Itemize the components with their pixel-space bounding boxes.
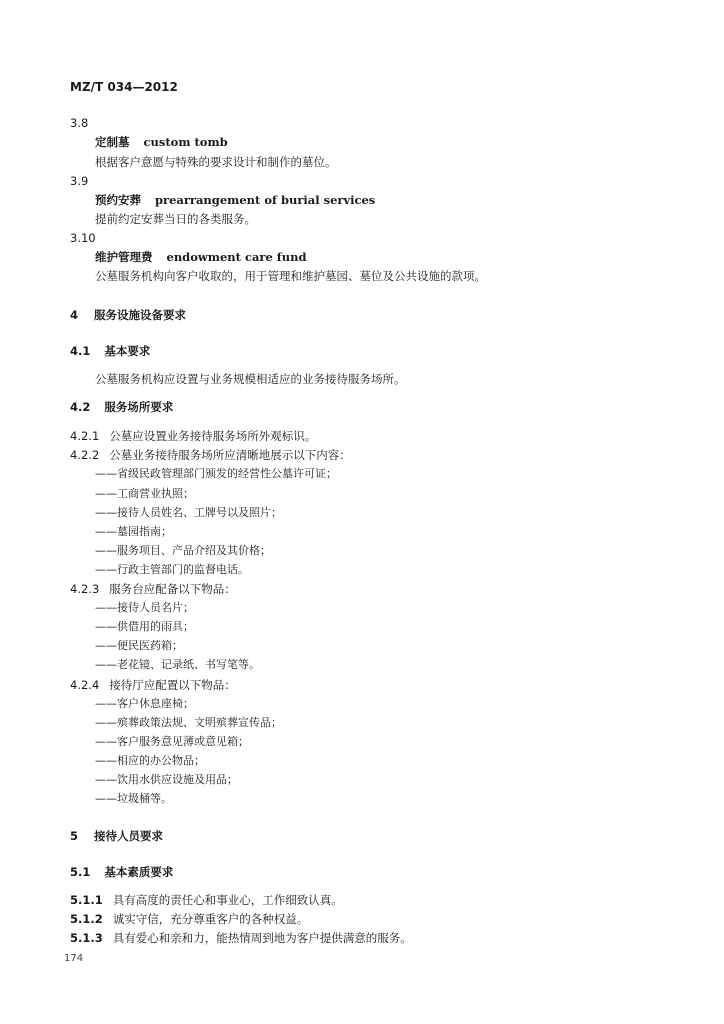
subsection-title: 服务场所要求 (104, 400, 174, 414)
clause-number: 5.1.1 (70, 893, 103, 907)
term-en: prearrangement of burial services (155, 193, 376, 207)
def-number: 3.9 (70, 174, 89, 188)
section-heading (70, 829, 163, 843)
list-item: ——省级民政管理部门颁发的经营性公墓许可证； (95, 467, 337, 480)
list-item: ——客户服务意见薄或意见箱； (95, 735, 249, 748)
list-item: ——工商营业执照； (95, 487, 194, 500)
list-item: ——垃圾桶等。 (95, 792, 172, 805)
subsection-number: 4.1 (70, 344, 91, 358)
clause-number: 5.1.2 (70, 912, 103, 926)
subsection-title: 基本素质要求 (104, 865, 174, 879)
subsection-heading (70, 344, 150, 358)
clause-text: 服务台应配备以下物品： (109, 582, 236, 596)
clause (70, 582, 236, 596)
subsection-number: 4.2 (70, 400, 91, 414)
list-item: ——殡葬政策法规、文明殡葬宣传品； (95, 716, 282, 729)
list-item: ——便民医药箱； (95, 639, 183, 652)
def-term (95, 135, 228, 149)
section-number: 4 (70, 308, 79, 322)
def-term (95, 250, 307, 264)
clause (70, 931, 412, 945)
clause-text: 诚实守信，充分尊重客户的各种权益。 (112, 912, 309, 926)
list-item: ——相应的办公物品； (95, 754, 205, 767)
clause (70, 429, 316, 443)
page-number: 174 (64, 953, 84, 964)
clause-text: 公墓业务接待服务场所应清晰地展示以下内容： (109, 448, 351, 462)
doc-header: MZ/T 034—2012 (70, 80, 178, 94)
term-en: endowment care fund (166, 250, 307, 264)
clause-number: 5.1.3 (70, 931, 103, 945)
clause-text: 具有爱心和亲和力，能热情周到地为客户提供满意的服务。 (112, 931, 412, 945)
def-text: 根据客户意愿与特殊的要求设计和制作的墓位。 (95, 155, 337, 169)
clause-text: 公墓应设置业务接待服务场所外观标识。 (109, 429, 317, 443)
section-title: 接待人员要求 (94, 829, 164, 843)
clause-text: 接待厅应配置以下物品： (109, 678, 236, 692)
list-item: ——墓园指南； (95, 525, 172, 538)
def-text: 公墓服务机构向客户收取的，用于管理和维护墓园、墓位及公共设施的款项。 (95, 269, 486, 283)
clause-number: 4.2.2 (70, 448, 100, 462)
paragraph: 公墓服务机构应设置与业务规模相适应的业务接待服务场所。 (95, 372, 406, 386)
list-item: ——老花镜、记录纸、书写笔等。 (95, 658, 260, 671)
section-number: 5 (70, 829, 79, 843)
term-cn: 维护管理费 (95, 250, 153, 264)
clause-text: 具有高度的责任心和事业心，工作细致认真。 (112, 893, 343, 907)
list-item: ——供借用的雨具； (95, 620, 194, 633)
subsection-heading (70, 400, 173, 414)
section-heading (70, 308, 186, 322)
subsection-number: 5.1 (70, 865, 91, 879)
list-item: ——客户休息座椅； (95, 697, 194, 710)
term-cn: 定制墓 (95, 135, 130, 149)
term-cn: 预约安葬 (95, 193, 141, 207)
subsection-title: 基本要求 (104, 344, 151, 358)
clause (70, 448, 351, 462)
clause (70, 678, 236, 692)
clause (70, 893, 343, 907)
list-item: ——饮用水供应设施及用品； (95, 773, 238, 786)
def-number: 3.8 (70, 116, 89, 130)
list-item: ——接待人员姓名、工牌号以及照片； (95, 506, 282, 519)
clause-number: 4.2.3 (70, 582, 100, 596)
clause-number: 4.2.1 (70, 429, 100, 443)
term-en: custom tomb (143, 135, 228, 149)
def-term (95, 193, 375, 207)
list-item: ——服务项目、产品介绍及其价格； (95, 544, 271, 557)
subsection-heading (70, 865, 173, 879)
list-item: ——接待人员名片； (95, 601, 194, 614)
def-number: 3.10 (70, 231, 96, 245)
list-item: ——行政主管部门的监督电话。 (95, 563, 249, 576)
clause (70, 912, 308, 926)
section-title: 服务设施设备要求 (94, 308, 187, 322)
def-text: 提前约定安葬当日的各类服务。 (95, 212, 256, 226)
clause-number: 4.2.4 (70, 678, 100, 692)
